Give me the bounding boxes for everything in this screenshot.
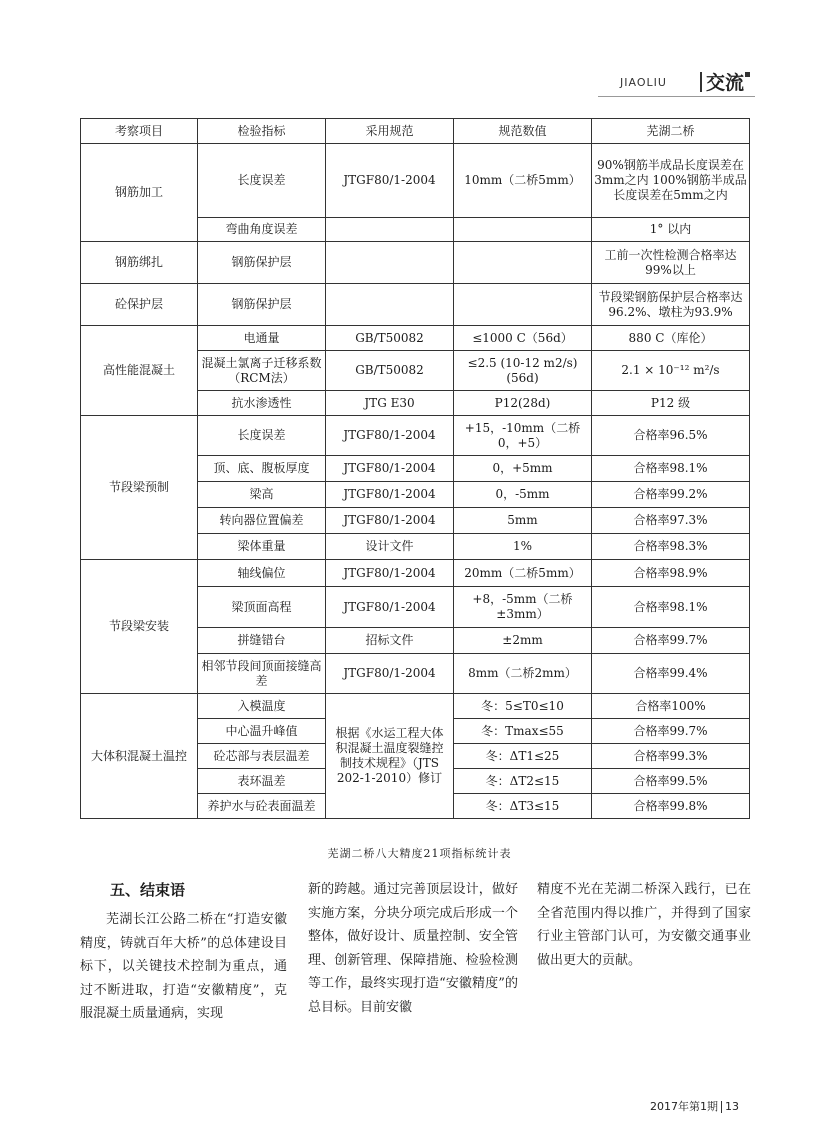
- value-cell: 冬：ΔT2≤15: [454, 769, 592, 794]
- header-square-icon: [745, 72, 750, 77]
- indicator-cell: 长度误差: [198, 416, 326, 456]
- table-header-cell: 芜湖二桥: [592, 119, 750, 144]
- result-cell: 90%钢筋半成品长度误差在3mm之内 100%钢筋半成品长度误差在5mm之内: [592, 144, 750, 218]
- text-column-2: [308, 878, 518, 1019]
- value-cell: 10mm（二桥5mm）: [454, 144, 592, 218]
- spec-cell: [326, 218, 454, 242]
- indicator-cell: 顶、底、腹板厚度: [198, 456, 326, 482]
- spec-cell: GB/T50082: [326, 351, 454, 391]
- value-cell: P12(28d): [454, 391, 592, 416]
- category-cell: 节段梁安装: [81, 560, 198, 694]
- category-cell: 钢筋绑扎: [81, 242, 198, 284]
- table-header-cell: 考察项目: [81, 119, 198, 144]
- indicator-cell: 电通量: [198, 326, 326, 351]
- table-row: [81, 326, 750, 351]
- indicator-cell: 钢筋保护层: [198, 284, 326, 326]
- spec-cell: JTGF80/1-2004: [326, 508, 454, 534]
- result-cell: 节段梁钢筋保护层合格率达96.2%、墩柱为93.9%: [592, 284, 750, 326]
- body-paragraph: 新的跨越。通过完善顶层设计，做好实施方案，分块分项完成后形成一个整体，做好设计、质量控制、安全管理、创新管理、保障措施、检验检测等工作，最终实现打造“安徽精度”的总目标。目前安徽: [308, 882, 518, 1015]
- value-cell: 冬：ΔT3≤15: [454, 794, 592, 819]
- table-row: [81, 242, 750, 284]
- result-cell: 合格率99.4%: [592, 654, 750, 694]
- indicator-cell: 钢筋保护层: [198, 242, 326, 284]
- indicator-cell: 相邻节段间顶面接缝高差: [198, 654, 326, 694]
- result-cell: 合格率97.3%: [592, 508, 750, 534]
- table-header-row: [81, 119, 750, 144]
- indicator-cell: 梁体重量: [198, 534, 326, 560]
- indicator-cell: 养护水与砼表面温差: [198, 794, 326, 819]
- spec-cell: JTGF80/1-2004: [326, 482, 454, 508]
- value-cell: 5mm: [454, 508, 592, 534]
- value-cell: 冬：5≤T0≤10: [454, 694, 592, 719]
- indicator-cell: 中心温升峰值: [198, 719, 326, 744]
- page-footer: [650, 1098, 760, 1114]
- value-cell: ≤1000 C（56d）: [454, 326, 592, 351]
- header-divider: [700, 72, 702, 92]
- value-cell: 0，+5mm: [454, 456, 592, 482]
- indicator-cell: 拼缝错台: [198, 628, 326, 654]
- value-cell: [454, 218, 592, 242]
- result-cell: 合格率99.2%: [592, 482, 750, 508]
- result-cell: 工前一次性检测合格率达99%以上: [592, 242, 750, 284]
- result-cell: P12 级: [592, 391, 750, 416]
- table-row: [81, 560, 750, 587]
- header-title: 交流: [706, 72, 745, 94]
- spec-cell: JTGF80/1-2004: [326, 560, 454, 587]
- indicator-cell: 混凝土氯离子迁移系数（RCM法）: [198, 351, 326, 391]
- indicator-cell: 表环温差: [198, 769, 326, 794]
- result-cell: 合格率100%: [592, 694, 750, 719]
- table-header-cell: 规范数值: [454, 119, 592, 144]
- value-cell: ±2mm: [454, 628, 592, 654]
- indicator-cell: 梁高: [198, 482, 326, 508]
- result-cell: 合格率99.7%: [592, 719, 750, 744]
- table-row: [81, 144, 750, 218]
- result-cell: 合格率98.1%: [592, 456, 750, 482]
- result-cell: 1° 以内: [592, 218, 750, 242]
- indicator-cell: 转向器位置偏差: [198, 508, 326, 534]
- result-cell: 880 C（库伦）: [592, 326, 750, 351]
- spec-cell: JTG E30: [326, 391, 454, 416]
- value-cell: 20mm（二桥5mm）: [454, 560, 592, 587]
- body-paragraph: 精度不光在芜湖二桥深入践行，已在全省范围内得以推广，并得到了国家行业主管部门认可，为安徽交通事业做出更大的贡献。: [537, 882, 751, 968]
- result-cell: 合格率96.5%: [592, 416, 750, 456]
- table-caption: 芜湖二桥八大精度21项指标统计表: [327, 847, 512, 860]
- indicator-cell: 轴线偏位: [198, 560, 326, 587]
- value-cell: 冬：Tmax≤55: [454, 719, 592, 744]
- value-cell: 冬：ΔT1≤25: [454, 744, 592, 769]
- table-header-cell: 检验指标: [198, 119, 326, 144]
- indicator-cell: 入模温度: [198, 694, 326, 719]
- result-cell: 合格率99.8%: [592, 794, 750, 819]
- text-column-1: [80, 878, 287, 1026]
- table-row: [81, 416, 750, 456]
- value-cell: 0，-5mm: [454, 482, 592, 508]
- header-rule: [598, 96, 755, 97]
- value-cell: [454, 242, 592, 284]
- result-cell: 合格率98.9%: [592, 560, 750, 587]
- indicator-cell: 砼芯部与表层温差: [198, 744, 326, 769]
- issue-label: 2017年第1期: [650, 1100, 718, 1113]
- result-cell: 合格率98.3%: [592, 534, 750, 560]
- running-header: [608, 68, 753, 94]
- spec-cell: 设计文件: [326, 534, 454, 560]
- spec-cell: JTGF80/1-2004: [326, 144, 454, 218]
- value-cell: [454, 284, 592, 326]
- header-latin: JIAOLIU: [620, 76, 667, 89]
- category-cell: 大体积混凝土温控: [81, 694, 198, 819]
- spec-cell: [326, 242, 454, 284]
- spec-cell: JTGF80/1-2004: [326, 456, 454, 482]
- category-cell: 高性能混凝土: [81, 326, 198, 416]
- indicator-cell: 梁顶面高程: [198, 587, 326, 628]
- spec-cell: 招标文件: [326, 628, 454, 654]
- stats-table: [80, 118, 750, 819]
- text-column-3: [537, 878, 751, 972]
- category-cell: 钢筋加工: [81, 144, 198, 242]
- table-row: [81, 694, 750, 719]
- result-cell: 合格率99.7%: [592, 628, 750, 654]
- spec-cell: JTGF80/1-2004: [326, 416, 454, 456]
- spec-merged-cell: 根据《水运工程大体积混凝土温度裂缝控制技术规程》（JTS 202-1-2010）修订: [326, 694, 454, 819]
- spec-cell: GB/T50082: [326, 326, 454, 351]
- indicator-cell: 弯曲角度误差: [198, 218, 326, 242]
- result-cell: 2.1 × 10⁻¹² m²/s: [592, 351, 750, 391]
- indicator-cell: 长度误差: [198, 144, 326, 218]
- category-cell: 节段梁预制: [81, 416, 198, 560]
- result-cell: 合格率98.1%: [592, 587, 750, 628]
- result-cell: 合格率99.5%: [592, 769, 750, 794]
- value-cell: +15，-10mm（二桥0，+5）: [454, 416, 592, 456]
- value-cell: +8，-5mm（二桥±3mm）: [454, 587, 592, 628]
- value-cell: 1%: [454, 534, 592, 560]
- table-header-cell: 采用规范: [326, 119, 454, 144]
- category-cell: 砼保护层: [81, 284, 198, 326]
- indicator-cell: 抗水渗透性: [198, 391, 326, 416]
- value-cell: ≤2.5 (10-12 m2/s)(56d): [454, 351, 592, 391]
- body-paragraph: 芜湖长江公路二桥在“打造安徽精度，铸就百年大桥”的总体建设目标下，以关键技术控制为重点，通过不断进取，打造“安徽精度”，克服混凝土质量通病，实现: [80, 912, 287, 1021]
- result-cell: 合格率99.3%: [592, 744, 750, 769]
- value-cell: 8mm（二桥2mm）: [454, 654, 592, 694]
- page-number: 13: [725, 1100, 739, 1113]
- spec-cell: JTGF80/1-2004: [326, 654, 454, 694]
- footer-divider: [721, 1101, 722, 1113]
- section-title: 五、结束语: [110, 881, 186, 899]
- table-row: [81, 284, 750, 326]
- spec-cell: JTGF80/1-2004: [326, 587, 454, 628]
- spec-cell: [326, 284, 454, 326]
